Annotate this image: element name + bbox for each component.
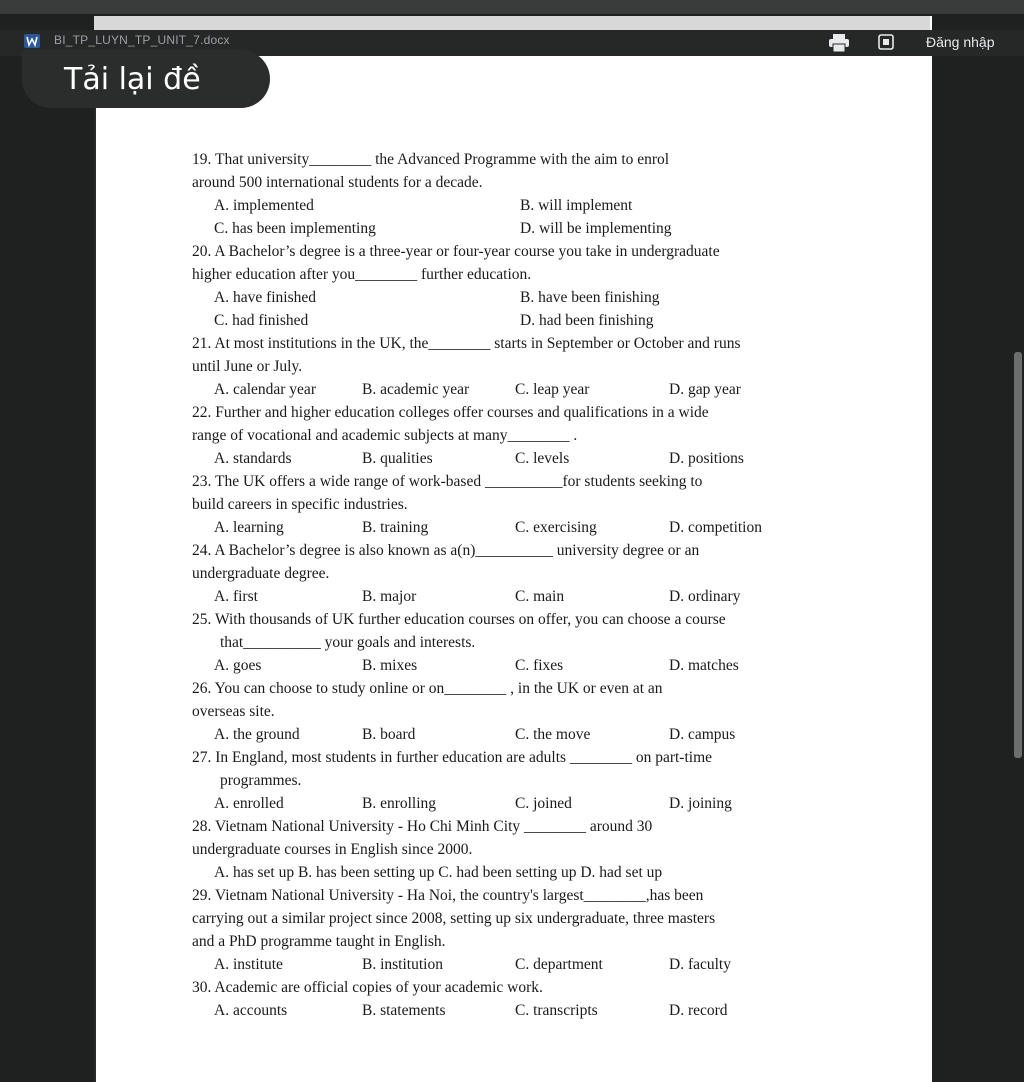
question-text: programmes.	[220, 772, 302, 789]
answer-options	[214, 953, 836, 976]
question-29	[192, 884, 836, 976]
question-26	[192, 677, 836, 746]
answer-option[interactable]: C. leap year	[515, 381, 590, 398]
answer-option[interactable]: C. main	[515, 588, 565, 605]
print-icon[interactable]	[828, 34, 850, 52]
answer-option[interactable]: D. joining	[669, 795, 732, 812]
answer-option[interactable]: D. record	[669, 1002, 728, 1019]
question-text: range of vocational and academic subjects at many________ .	[192, 427, 578, 444]
question-24	[192, 539, 836, 608]
scrollbar[interactable]	[1014, 352, 1022, 758]
question-text: 22. Further and higher education colleges offer courses and qualifications in a wide	[192, 404, 709, 421]
answer-options	[214, 585, 836, 608]
question-text: 19. That university________ the Advanced Programme with the aim to enrol	[192, 151, 670, 168]
answer-option[interactable]: A. calendar year	[214, 381, 316, 398]
answer-option[interactable]: A. goes	[214, 657, 262, 674]
question-text: undergraduate degree.	[192, 565, 330, 582]
answer-option[interactable]: C. the move	[515, 726, 591, 743]
question-text: 23. The UK offers a wide range of work-based __________for students seeking to	[192, 473, 703, 490]
answer-option[interactable]: C. had finished	[214, 312, 309, 329]
question-28	[192, 815, 836, 884]
document-file-name[interactable]: BI_TP_LUYN_TP_UNIT_7.docx	[54, 33, 230, 47]
question-text: 24. A Bachelor’s degree is also known as a(n)__________ university degree or an	[192, 542, 700, 559]
viewer-top-strip	[0, 0, 1024, 14]
question-text: until June or July.	[192, 358, 303, 375]
answer-option[interactable]: D. faculty	[669, 956, 731, 973]
answer-option[interactable]: C. joined	[515, 795, 572, 812]
login-link[interactable]: Đăng nhập	[926, 34, 995, 50]
question-text: build careers in specific industries.	[192, 496, 408, 513]
answer-options	[214, 654, 836, 677]
answer-option[interactable]: B. qualities	[362, 450, 433, 467]
question-text: and a PhD programme taught in English.	[192, 933, 446, 950]
answer-option[interactable]: D. will be implementing	[520, 220, 672, 237]
answer-option[interactable]: D. competition	[669, 519, 762, 536]
answer-option[interactable]: C. transcripts	[515, 1002, 598, 1019]
answer-option[interactable]: C. levels	[515, 450, 570, 467]
answer-options	[214, 792, 836, 815]
question-text: 26. You can choose to study online or on________ , in the UK or even at an	[192, 680, 663, 697]
answer-option[interactable]: A. learning	[214, 519, 284, 536]
answer-option[interactable]: B. will implement	[520, 197, 633, 214]
answer-option[interactable]: D. gap year	[669, 381, 741, 398]
answer-option[interactable]: B. mixes	[362, 657, 418, 674]
answer-option[interactable]: A. the ground	[214, 726, 300, 743]
question-text: 25. With thousands of UK further education courses on offer, you can choose a course	[192, 611, 726, 628]
answer-option[interactable]: A. institute	[214, 956, 283, 973]
answer-options	[214, 286, 836, 332]
question-text: overseas site.	[192, 703, 275, 720]
answer-option[interactable]: C. department	[515, 956, 603, 973]
answer-options	[214, 447, 836, 470]
question-23	[192, 470, 836, 539]
question-27	[192, 746, 836, 815]
question-text: 28. Vietnam National University - Ho Chi Minh City ________ around 30	[192, 818, 653, 835]
answer-option[interactable]: D. matches	[669, 657, 739, 674]
question-25	[192, 608, 836, 677]
answer-option[interactable]: D. campus	[669, 726, 736, 743]
answer-options	[214, 861, 836, 884]
question-text: 21. At most institutions in the UK, the________ starts in September or October and runs	[192, 335, 741, 352]
reload-exam-button[interactable]: Tải lại đề	[22, 50, 270, 108]
question-20	[192, 240, 836, 332]
answer-option[interactable]: B. major	[362, 588, 417, 605]
answer-option[interactable]: A. first	[214, 588, 258, 605]
answer-option[interactable]: A. enrolled	[214, 795, 284, 812]
answer-options	[214, 723, 836, 746]
answer-option[interactable]: B. have been finishing	[520, 289, 660, 306]
answer-options	[214, 999, 836, 1022]
answer-option[interactable]: A. have finished	[214, 289, 317, 306]
answer-option[interactable]: B. board	[362, 726, 416, 743]
answer-options	[214, 378, 836, 401]
question-22	[192, 401, 836, 470]
question-text: carrying out a similar project since 2008, setting up six undergraduate, three masters	[192, 910, 716, 927]
question-text: around 500 international students for a decade.	[192, 174, 483, 191]
question-19	[192, 148, 836, 240]
question-text: 30. Academic are official copies of your academic work.	[192, 979, 543, 996]
answer-option[interactable]: B. enrolling	[362, 795, 437, 812]
word-doc-icon	[24, 34, 40, 48]
question-text: 27. In England, most students in further education are adults ________ on part-time	[192, 749, 712, 766]
question-30	[192, 976, 836, 1022]
answer-option[interactable]: D. positions	[669, 450, 744, 467]
answer-option[interactable]: C. has been implementing	[214, 220, 376, 237]
answer-option[interactable]: B. academic year	[362, 381, 470, 398]
window-icon[interactable]	[878, 34, 894, 50]
question-text: undergraduate courses in English since 2000.	[192, 841, 473, 858]
question-text: 20. A Bachelor’s degree is a three-year or four-year course you take in undergraduate	[192, 243, 720, 260]
answer-option[interactable]: B. statements	[362, 1002, 446, 1019]
answer-option[interactable]: B. training	[362, 519, 429, 536]
answer-option[interactable]: C. exercising	[515, 519, 597, 536]
answer-option[interactable]: A. standards	[214, 450, 292, 467]
answer-options	[214, 516, 836, 539]
answer-option[interactable]: A. implemented	[214, 197, 314, 214]
answer-option[interactable]: A. has set up B. has been setting up C. had been setting up D. had set up	[214, 864, 663, 881]
question-text: 29. Vietnam National University - Ha Noi, the country's largest________,has been	[192, 887, 704, 904]
answer-option[interactable]: A. accounts	[214, 1002, 288, 1019]
answer-option[interactable]: D. had been finishing	[520, 312, 654, 329]
answer-options	[214, 194, 836, 240]
question-text: that__________ your goals and interests.	[220, 634, 476, 651]
answer-option[interactable]: D. ordinary	[669, 588, 741, 605]
question-list	[192, 148, 836, 1022]
question-21	[192, 332, 836, 401]
answer-option[interactable]: C. fixes	[515, 657, 564, 674]
answer-option[interactable]: B. institution	[362, 956, 443, 973]
question-text: higher education after you________ further education.	[192, 266, 532, 283]
